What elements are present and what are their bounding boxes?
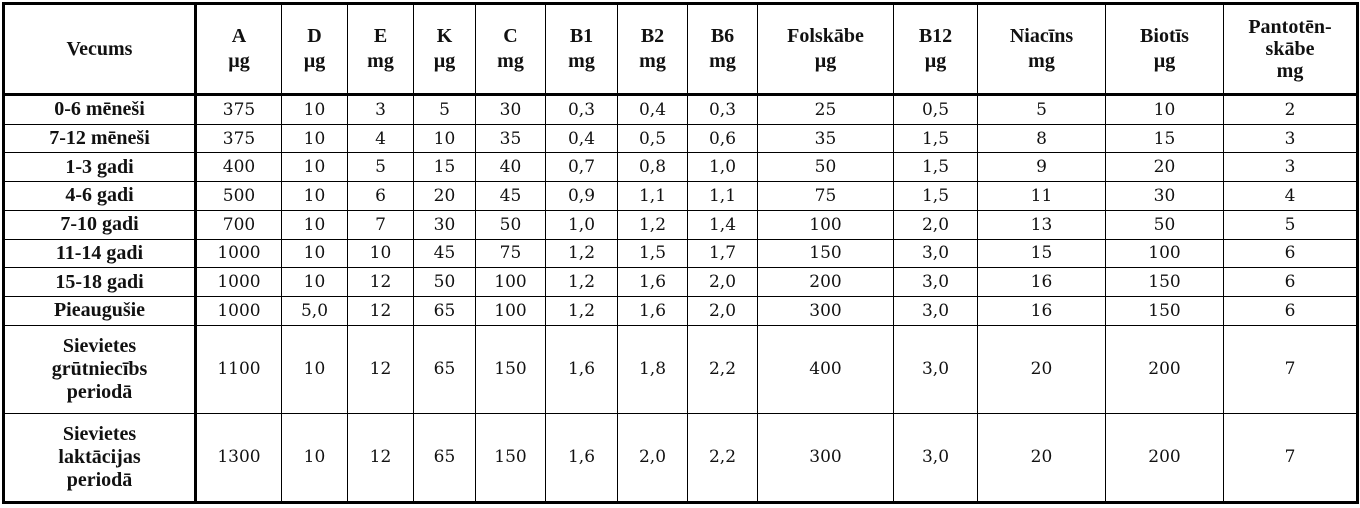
value-cell: 20 <box>978 325 1106 413</box>
value-cell: 2,0 <box>894 210 978 239</box>
value-cell: 3,0 <box>894 296 978 325</box>
age-group-label-line: periodā <box>66 468 133 491</box>
value-cell: 12 <box>348 413 414 502</box>
value-cell: 1,2 <box>618 210 688 239</box>
value-cell: 1,5 <box>894 153 978 182</box>
value-cell: 1,5 <box>894 124 978 153</box>
value-cell: 7 <box>1224 413 1358 502</box>
value-cell: 35 <box>758 124 894 153</box>
age-group-label-line: grūtniecībs <box>51 357 148 380</box>
value-cell: 10 <box>282 210 348 239</box>
value-cell: 3,0 <box>894 268 978 297</box>
value-cell: 1,6 <box>546 413 618 502</box>
value-cell: 10 <box>414 124 476 153</box>
value-cell: 12 <box>348 325 414 413</box>
column-header-e: E mg <box>348 4 414 95</box>
value-cell: 400 <box>196 153 282 182</box>
value-cell: 35 <box>476 124 546 153</box>
value-cell: 3,0 <box>894 325 978 413</box>
value-cell: 10 <box>282 239 348 268</box>
value-cell: 100 <box>758 210 894 239</box>
value-cell: 15 <box>414 153 476 182</box>
age-group-label <box>4 95 196 125</box>
value-cell: 16 <box>978 268 1106 297</box>
value-cell: 400 <box>758 325 894 413</box>
value-cell: 10 <box>282 95 348 125</box>
value-cell: 1,5 <box>618 239 688 268</box>
value-cell: 1,2 <box>546 296 618 325</box>
column-header-k: K µg <box>414 4 476 95</box>
value-cell: 100 <box>476 268 546 297</box>
value-cell: 50 <box>1106 210 1224 239</box>
column-header-biotin: Biotīs µg <box>1106 4 1224 95</box>
value-cell: 10 <box>282 182 348 211</box>
value-cell: 50 <box>476 210 546 239</box>
value-cell: 150 <box>1106 296 1224 325</box>
value-cell: 3 <box>1224 124 1358 153</box>
column-header-pantothenic-acid: Pantotēn- skābe mg <box>1224 4 1358 95</box>
value-cell: 65 <box>414 325 476 413</box>
value-cell: 15 <box>1106 124 1224 153</box>
table-row <box>4 296 1358 325</box>
value-cell: 4 <box>348 124 414 153</box>
value-cell: 3,0 <box>894 239 978 268</box>
value-cell: 20 <box>414 182 476 211</box>
age-group-label-line: 11-14 gadi <box>55 241 144 264</box>
table-body <box>4 95 1358 503</box>
age-group-label-line: 7-10 gadi <box>60 213 139 236</box>
value-cell: 3 <box>348 95 414 125</box>
value-cell: 200 <box>1106 325 1224 413</box>
value-cell: 100 <box>476 296 546 325</box>
table-row <box>4 210 1358 239</box>
age-group-label <box>4 124 196 153</box>
value-cell: 0,4 <box>546 124 618 153</box>
value-cell: 10 <box>282 124 348 153</box>
value-cell: 40 <box>476 153 546 182</box>
value-cell: 10 <box>282 325 348 413</box>
age-group-label <box>4 153 196 182</box>
value-cell: 2,0 <box>688 296 758 325</box>
age-group-label-line: 1-3 gadi <box>65 155 134 178</box>
age-group-label <box>4 268 196 297</box>
value-cell: 3,0 <box>894 413 978 502</box>
value-cell: 1,0 <box>688 153 758 182</box>
value-cell: 13 <box>978 210 1106 239</box>
value-cell: 150 <box>476 413 546 502</box>
value-cell: 9 <box>978 153 1106 182</box>
age-group-label-line: 0-6 mēneši <box>54 98 145 121</box>
age-group-label <box>4 296 196 325</box>
value-cell: 1,0 <box>546 210 618 239</box>
value-cell: 75 <box>476 239 546 268</box>
value-cell: 1,1 <box>618 182 688 211</box>
column-header-d: D µg <box>282 4 348 95</box>
value-cell: 0,3 <box>546 95 618 125</box>
value-cell: 150 <box>476 325 546 413</box>
value-cell: 1100 <box>196 325 282 413</box>
table-row <box>4 182 1358 211</box>
value-cell: 6 <box>1224 268 1358 297</box>
value-cell: 1,8 <box>618 325 688 413</box>
value-cell: 11 <box>978 182 1106 211</box>
value-cell: 1,6 <box>618 268 688 297</box>
value-cell: 8 <box>978 124 1106 153</box>
value-cell: 500 <box>196 182 282 211</box>
value-cell: 0,9 <box>546 182 618 211</box>
value-cell: 0,5 <box>618 124 688 153</box>
value-cell: 1,2 <box>546 239 618 268</box>
value-cell: 6 <box>1224 239 1358 268</box>
table-row <box>4 268 1358 297</box>
value-cell: 1000 <box>196 268 282 297</box>
column-header-age: Vecums <box>4 4 196 95</box>
age-group-label-line: Sievietes <box>62 334 137 357</box>
age-group-label-line: 4-6 gadi <box>65 184 134 207</box>
table-row <box>4 239 1358 268</box>
age-group-label-line: 7-12 mēneši <box>49 127 150 150</box>
value-cell: 30 <box>414 210 476 239</box>
value-cell: 200 <box>758 268 894 297</box>
value-cell: 15 <box>978 239 1106 268</box>
value-cell: 30 <box>476 95 546 125</box>
age-group-label <box>4 239 196 268</box>
value-cell: 2,0 <box>688 268 758 297</box>
value-cell: 16 <box>978 296 1106 325</box>
column-header-niacin: Niacīns mg <box>978 4 1106 95</box>
value-cell: 7 <box>348 210 414 239</box>
age-group-label <box>4 210 196 239</box>
age-group-label-line: periodā <box>66 380 133 403</box>
value-cell: 2,0 <box>618 413 688 502</box>
value-cell: 2,2 <box>688 413 758 502</box>
column-header-b1: B1 mg <box>546 4 618 95</box>
value-cell: 0,8 <box>618 153 688 182</box>
value-cell: 10 <box>348 239 414 268</box>
value-cell: 375 <box>196 124 282 153</box>
table-row <box>4 153 1358 182</box>
table-row <box>4 124 1358 153</box>
value-cell: 2 <box>1224 95 1358 125</box>
value-cell: 700 <box>196 210 282 239</box>
table-row <box>4 413 1358 502</box>
value-cell: 45 <box>414 239 476 268</box>
value-cell: 1,4 <box>688 210 758 239</box>
value-cell: 5 <box>978 95 1106 125</box>
value-cell: 6 <box>348 182 414 211</box>
value-cell: 50 <box>414 268 476 297</box>
value-cell: 1,5 <box>894 182 978 211</box>
value-cell: 4 <box>1224 182 1358 211</box>
value-cell: 10 <box>1106 95 1224 125</box>
value-cell: 0,5 <box>894 95 978 125</box>
value-cell: 65 <box>414 413 476 502</box>
value-cell: 1000 <box>196 296 282 325</box>
value-cell: 30 <box>1106 182 1224 211</box>
value-cell: 150 <box>1106 268 1224 297</box>
value-cell: 5 <box>414 95 476 125</box>
value-cell: 25 <box>758 95 894 125</box>
column-header-a: A µg <box>196 4 282 95</box>
age-group-label-line: Pieaugušie <box>53 299 146 322</box>
value-cell: 6 <box>1224 296 1358 325</box>
vitamin-intake-table <box>2 2 1359 504</box>
value-cell: 1,6 <box>546 325 618 413</box>
value-cell: 2,2 <box>688 325 758 413</box>
value-cell: 75 <box>758 182 894 211</box>
age-group-label <box>4 325 196 413</box>
value-cell: 20 <box>978 413 1106 502</box>
column-header-b12: B12 µg <box>894 4 978 95</box>
column-header-c: C mg <box>476 4 546 95</box>
value-cell: 150 <box>758 239 894 268</box>
vitamin-table-container <box>2 2 1356 504</box>
value-cell: 1,1 <box>688 182 758 211</box>
value-cell: 7 <box>1224 325 1358 413</box>
value-cell: 10 <box>282 153 348 182</box>
value-cell: 1,6 <box>618 296 688 325</box>
value-cell: 5,0 <box>282 296 348 325</box>
column-header-folic-acid: Folskābe µg <box>758 4 894 95</box>
value-cell: 300 <box>758 296 894 325</box>
age-group-label <box>4 413 196 502</box>
value-cell: 1,2 <box>546 268 618 297</box>
value-cell: 10 <box>282 268 348 297</box>
value-cell: 0,3 <box>688 95 758 125</box>
value-cell: 12 <box>348 296 414 325</box>
value-cell: 1000 <box>196 239 282 268</box>
value-cell: 100 <box>1106 239 1224 268</box>
value-cell: 3 <box>1224 153 1358 182</box>
value-cell: 1,7 <box>688 239 758 268</box>
value-cell: 5 <box>1224 210 1358 239</box>
value-cell: 12 <box>348 268 414 297</box>
value-cell: 0,6 <box>688 124 758 153</box>
value-cell: 65 <box>414 296 476 325</box>
value-cell: 10 <box>282 413 348 502</box>
value-cell: 1300 <box>196 413 282 502</box>
table-row <box>4 95 1358 125</box>
table-row <box>4 325 1358 413</box>
value-cell: 45 <box>476 182 546 211</box>
column-header-b6: B6 mg <box>688 4 758 95</box>
age-group-label-line: laktācijas <box>58 445 141 468</box>
column-header-b2: B2 mg <box>618 4 688 95</box>
value-cell: 20 <box>1106 153 1224 182</box>
age-group-label-line: Sievietes <box>62 422 137 445</box>
value-cell: 50 <box>758 153 894 182</box>
value-cell: 300 <box>758 413 894 502</box>
value-cell: 375 <box>196 95 282 125</box>
value-cell: 0,4 <box>618 95 688 125</box>
value-cell: 200 <box>1106 413 1224 502</box>
header-row <box>4 4 1358 95</box>
age-group-label <box>4 182 196 211</box>
age-group-label-line: 15-18 gadi <box>55 270 144 293</box>
value-cell: 5 <box>348 153 414 182</box>
value-cell: 0,7 <box>546 153 618 182</box>
